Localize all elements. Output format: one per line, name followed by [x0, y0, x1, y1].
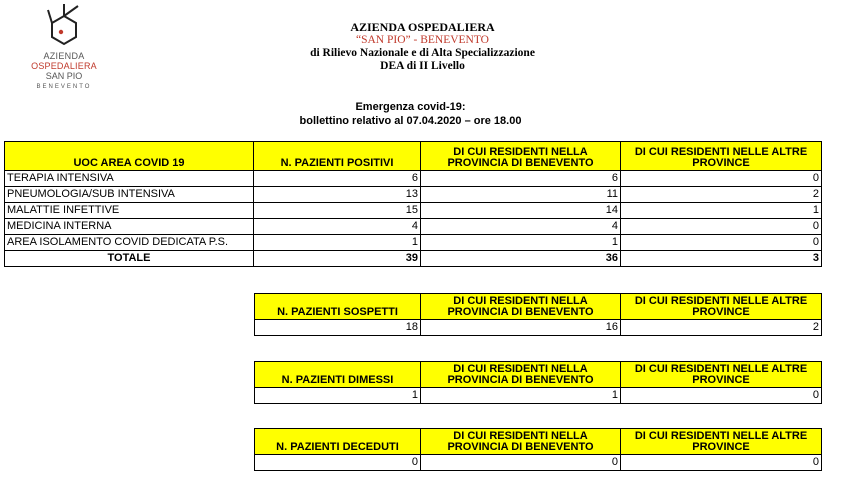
- area-name: PNEUMOLOGIA/SUB INTENSIVA: [5, 187, 254, 203]
- table-row: [255, 320, 822, 336]
- total-other: 3: [621, 251, 822, 267]
- header-name: “SAN PIO” - BENEVENTO: [356, 34, 489, 46]
- other-count: 2: [621, 187, 822, 203]
- col-header-discharged: N. PAZIENTI DIMESSI: [255, 362, 421, 388]
- col-header-benevento: DI CUI RESIDENTI NELLA PROVINCIA DI BENEVENTO: [421, 142, 621, 171]
- suspected-table: [254, 293, 822, 336]
- table-header-row: [255, 362, 822, 388]
- positive-count: 13: [254, 187, 421, 203]
- deceased-count: 0: [255, 455, 421, 471]
- other-count: 0: [621, 219, 822, 235]
- other-count: 0: [621, 455, 822, 471]
- total-label: TOTALE: [5, 251, 254, 267]
- col-header-other: DI CUI RESIDENTI NELLE ALTRE PROVINCE: [621, 429, 822, 455]
- col-header-positive: N. PAZIENTI POSITIVI: [254, 142, 421, 171]
- other-count: 0: [621, 235, 822, 251]
- table-row: [255, 388, 822, 404]
- col-header-benevento: DI CUI RESIDENTI NELLA PROVINCIA DI BENEVENTO: [421, 362, 621, 388]
- bulletin-subtitle: bollettino relativo al 07.04.2020 – ore 18.00: [299, 115, 522, 127]
- table-row: [5, 171, 822, 187]
- benevento-count: 11: [421, 187, 621, 203]
- total-benevento: 36: [421, 251, 621, 267]
- bulletin-title: Emergenza covid-19:: [355, 101, 466, 113]
- positive-count: 6: [254, 171, 421, 187]
- logo-line-ospedaliera: OSPEDALIERA: [31, 61, 97, 71]
- col-header-benevento: DI CUI RESIDENTI NELLA PROVINCIA DI BENEVENTO: [421, 429, 621, 455]
- positive-count: 4: [254, 219, 421, 235]
- benevento-count: 4: [421, 219, 621, 235]
- total-positive: 39: [254, 251, 421, 267]
- benevento-count: 0: [421, 455, 621, 471]
- area-name: MEDICINA INTERNA: [5, 219, 254, 235]
- col-header-suspected: N. PAZIENTI SOSPETTI: [255, 294, 421, 320]
- discharged-count: 1: [255, 388, 421, 404]
- other-count: 0: [621, 171, 822, 187]
- other-count: 2: [621, 320, 822, 336]
- logo-line-sanpio: SAN PIO: [45, 71, 83, 81]
- logo-line-benevento: BENEVENTO: [36, 84, 92, 90]
- benevento-count: 14: [421, 203, 621, 219]
- logo-line-azienda: AZIENDA: [43, 51, 85, 61]
- deceased-table: [254, 428, 822, 471]
- area-name: MALATTIE INFETTIVE: [5, 203, 254, 219]
- discharged-table: [254, 361, 822, 404]
- col-header-deceased: N. PAZIENTI DECEDUTI: [255, 429, 421, 455]
- benevento-count: 6: [421, 171, 621, 187]
- table-header-row: [255, 294, 822, 320]
- covid-area-table: [4, 141, 822, 267]
- col-header-area: UOC AREA COVID 19: [5, 142, 254, 171]
- table-row: [255, 455, 822, 471]
- positive-count: 15: [254, 203, 421, 219]
- table-row: [5, 203, 822, 219]
- benevento-count: 16: [421, 320, 621, 336]
- suspected-count: 18: [255, 320, 421, 336]
- positive-count: 1: [254, 235, 421, 251]
- header-org: AZIENDA OSPEDALIERA: [350, 20, 495, 34]
- col-header-benevento: DI CUI RESIDENTI NELLA PROVINCIA DI BENEVENTO: [421, 294, 621, 320]
- header-desc: di Rilievo Nazionale e di Alta Specializzazione: [310, 47, 535, 59]
- total-row: [5, 251, 822, 267]
- col-header-other: DI CUI RESIDENTI NELLE ALTRE PROVINCE: [621, 142, 822, 171]
- col-header-other: DI CUI RESIDENTI NELLE ALTRE PROVINCE: [621, 362, 822, 388]
- other-count: 0: [621, 388, 822, 404]
- area-name: AREA ISOLAMENTO COVID DEDICATA P.S.: [5, 235, 254, 251]
- benevento-count: 1: [421, 235, 621, 251]
- table-header-row: [5, 142, 822, 171]
- area-name: TERAPIA INTENSIVA: [5, 171, 254, 187]
- table-header-row: [255, 429, 822, 455]
- table-row: [5, 219, 822, 235]
- table-row: [5, 235, 822, 251]
- benevento-count: 1: [421, 388, 621, 404]
- table-row: [5, 187, 822, 203]
- header-level: DEA di II Livello: [380, 60, 465, 72]
- other-count: 1: [621, 203, 822, 219]
- col-header-other: DI CUI RESIDENTI NELLE ALTRE PROVINCE: [621, 294, 822, 320]
